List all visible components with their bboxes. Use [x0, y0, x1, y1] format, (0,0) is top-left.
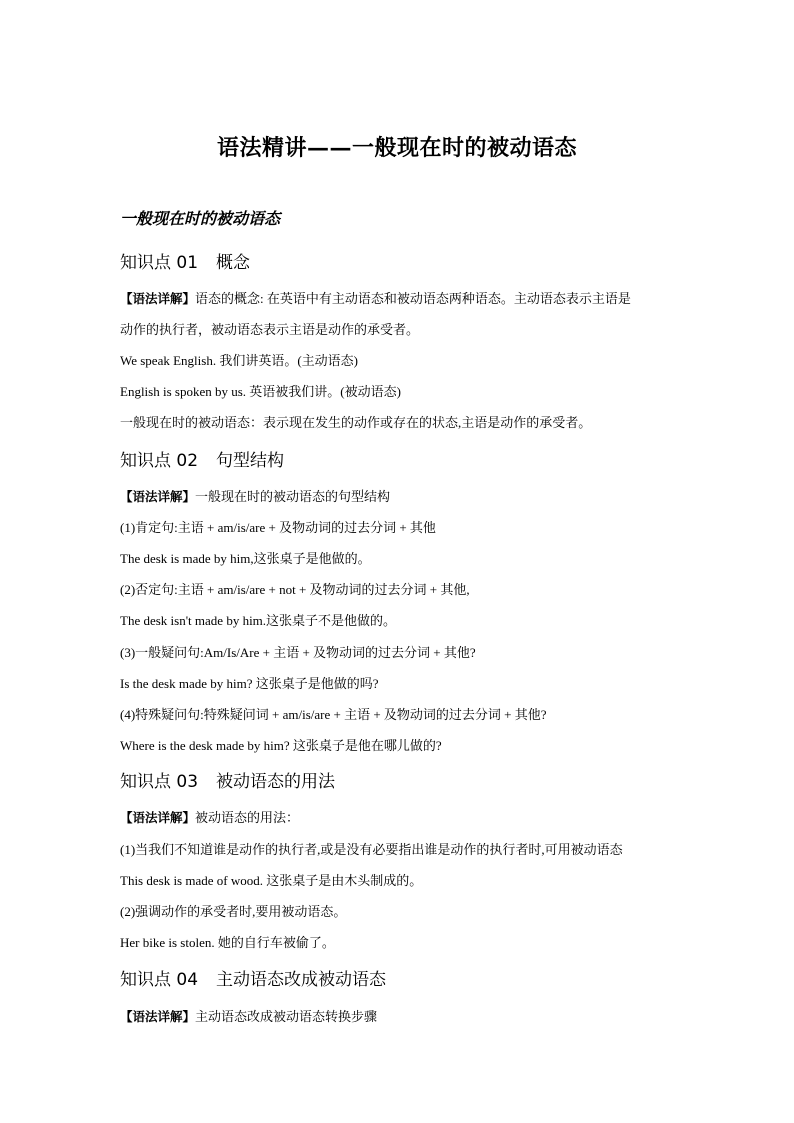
kp3-usage-1: (1)当我们不知道谁是动作的执行者,或是没有必要指出谁是动作的执行者时,可用被动语态: [120, 842, 623, 857]
detail-tag: 【语法详解】: [120, 291, 196, 306]
kp-code: 知识点 02: [120, 451, 199, 471]
kp2-example-1: The desk is made by him,这张桌子是他做的。: [120, 551, 371, 566]
kp3-detail: [120, 807, 680, 829]
kp2-structure-4: (4)特殊疑问句:特殊疑问词 + am/is/are + 主语 + 及物动词的过去分词 + 其他?: [120, 707, 547, 722]
kp3-usage-2: (2)强调动作的承受者时,要用被动语态。: [120, 904, 347, 919]
section-heading: 一般现在时的被动语态: [120, 209, 281, 228]
kp-code: 知识点 01: [120, 253, 199, 273]
kp2-example-2: The desk isn't made by him.这张桌子不是他做的。: [120, 613, 397, 628]
knowledge-point-03-heading: [120, 768, 335, 796]
detail-tag: 【语法详解】: [120, 810, 196, 825]
kp-name: 概念: [216, 253, 251, 273]
kp2-structure-1: (1)肯定句:主语 + am/is/are + 及物动词的过去分词 + 其他: [120, 520, 436, 535]
detail-tag: 【语法详解】: [120, 1009, 196, 1024]
kp2-detail: [120, 486, 680, 508]
kp4-detail-text: 主动语态改成被动语态转换步骤: [195, 1009, 378, 1024]
kp-name: 被动语态的用法: [216, 772, 336, 792]
kp2-example-4: Where is the desk made by him? 这张桌子是他在哪儿做的?: [120, 738, 442, 753]
kp2-detail-text: 一般现在时的被动语态的句型结构: [195, 489, 391, 504]
kp4-detail: [120, 1006, 680, 1028]
kp1-definition: 一般现在时的被动语态：表示现在发生的动作或存在的状态,主语是动作的承受者。: [120, 415, 592, 430]
kp2-example-3: Is the desk made by him? 这张桌子是他做的吗?: [120, 676, 379, 691]
kp1-detail-cont: 动作的执行者，被动语态表示主语是动作的承受者。: [120, 322, 420, 337]
kp-name: 句型结构: [216, 451, 285, 471]
kp3-detail-text: 被动语态的用法：: [195, 810, 300, 825]
knowledge-point-01-heading: [120, 249, 250, 277]
kp-code: 知识点 03: [120, 772, 199, 792]
kp3-example-2: Her bike is stolen. 她的自行车被偷了。: [120, 935, 335, 950]
detail-tag: 【语法详解】: [120, 489, 196, 504]
kp2-structure-2: (2)否定句:主语 + am/is/are + not + 及物动词的过去分词 + 其他,: [120, 582, 470, 597]
knowledge-point-02-heading: [120, 447, 284, 475]
kp1-detail: [120, 288, 680, 310]
kp-name: 主动语态改成被动语态: [216, 970, 387, 990]
kp1-example-2: English is spoken by us. 英语被我们讲。(被动语态): [120, 384, 401, 399]
kp3-example-1: This desk is made of wood. 这张桌子是由木头制成的。: [120, 873, 423, 888]
kp2-structure-3: (3)一般疑问句:Am/Is/Are + 主语 + 及物动词的过去分词 + 其他?: [120, 645, 476, 660]
kp-code: 知识点 04: [120, 970, 199, 990]
kp1-example-1: We speak English. 我们讲英语。(主动语态): [120, 353, 358, 368]
kp1-detail-text: 语态的概念: 在英语中有主动语态和被动语态两种语态。主动语态表示主语是: [195, 291, 631, 306]
knowledge-point-04-heading: [120, 966, 386, 994]
page-title: 语法精讲——一般现在时的被动语态: [216, 135, 577, 161]
